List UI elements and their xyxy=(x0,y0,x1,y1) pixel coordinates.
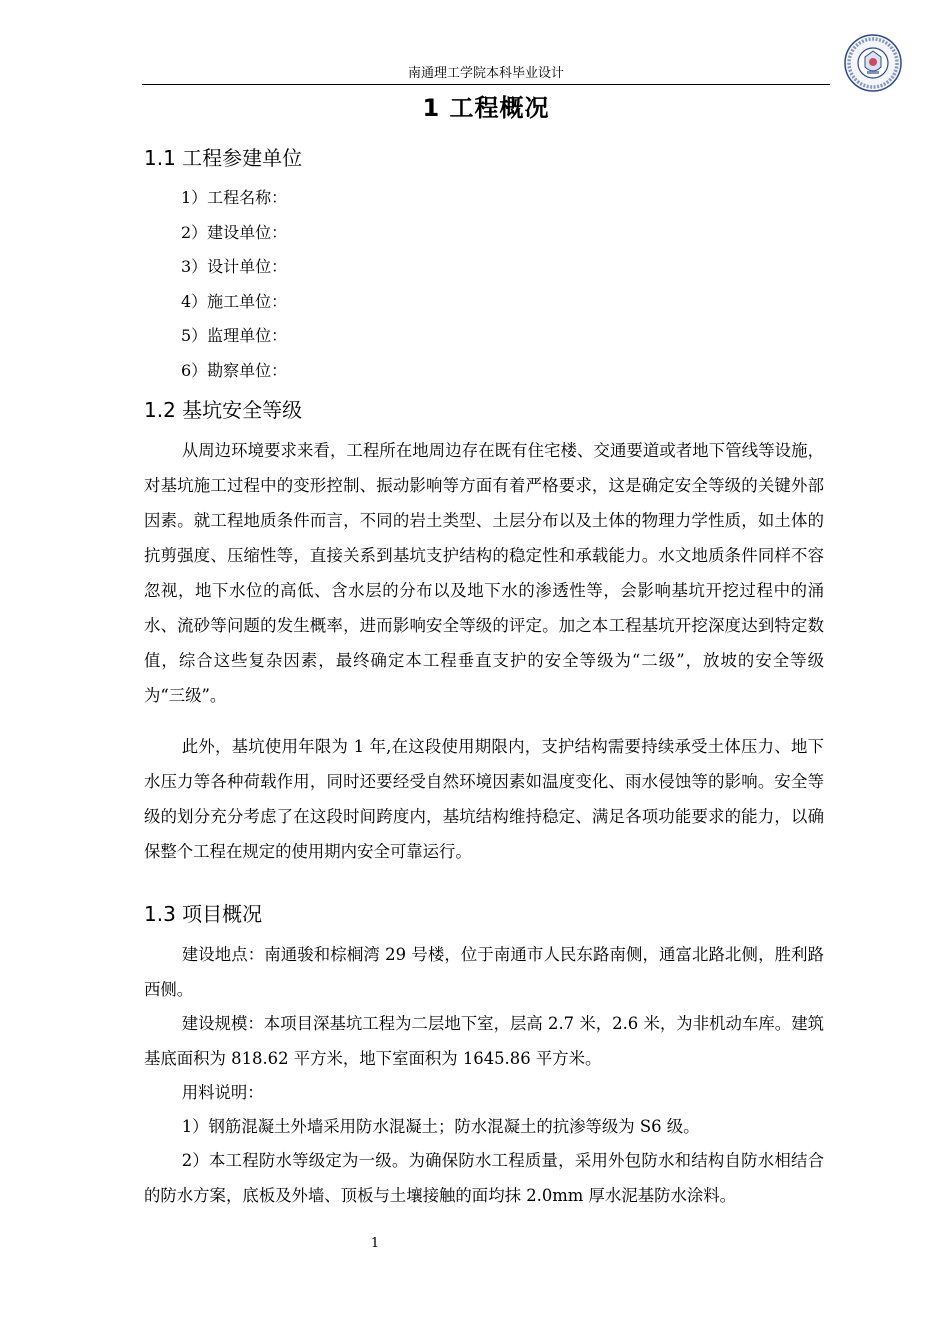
section-heading-1-2: 1.2 基坑安全等级 xyxy=(144,398,303,422)
list-item: 2）建设单位： xyxy=(181,222,288,242)
list-item: 1）工程名称： xyxy=(181,188,288,207)
list-item: 3）设计单位： xyxy=(181,257,288,276)
paragraph-material-2: 2）本工程防水等级定为一级。为确保防水工程质量，采用外包防水和结构自防水相结合的防水方案，底板及外墙、顶板与土壤接触的面均抹 2.0mm 厚水泥基防水涂料。 xyxy=(144,1151,824,1205)
paragraph-scale: 建设规模：本项目深基坑工程为二层地下室，层高 2.7 米，2.6 米，为非机动车库。建筑基底面积为 818.62 平方米，地下室面积为 1645.86 平方米。 xyxy=(144,1014,824,1068)
header-school-text: 南通理工学院本科毕业设计 xyxy=(407,66,564,81)
page-number: 1 xyxy=(370,1236,380,1251)
paragraph-safety-level: 从周边环境要求来看，工程所在地周边存在既有住宅楼、交通要道或者地下管线等设施，对基坑施工过程中的变形控制、振动影响等方面有着严格要求，这是确定安全等级的关键外部因素。就工程地质条件而言，不同的岩土类型、土层分布以及土体的物理力学性质，如土体的抗剪强度、压缩性等，直接关系到基坑支护结构的稳定性和承载能力。水文地质条件同样不容忽视，地下水位的高低、含水层的分布以及地下水的渗透性等，会影响基坑开挖过程中的涌水、流砂等问题的发生概率，进而影响安全等级的评定。加之本工程基坑开挖深度达到特定数值，综合这些复杂因素，最终确定本工程垂直支护的安全等级为“二级”，放坡的安全等级为“三级”。 xyxy=(144,441,824,705)
paragraph-location: 建设地点：南通骏和棕榈湾 29 号楼，位于南通市人民东路南侧，通富北路北侧，胜利路西侧。 xyxy=(144,945,824,999)
paragraph-service-life: 此外，基坑使用年限为 1 年,在这段使用期限内，支护结构需要持续承受土体压力、地下水压力等各种荷载作用，同时还要经受自然环境因素如温度变化、雨水侵蚀等的影响。安全等级的划分充分考虑了在这段时间跨度内，基坑结构维持稳定、满足各项功能要求的能力，以确保整个工程在规定的使用期内安全可靠运行。 xyxy=(144,737,824,861)
list-item: 5）监理单位： xyxy=(181,326,288,345)
chapter-title: 1 工程概况 xyxy=(422,94,550,122)
participant-units-list xyxy=(181,181,287,388)
paragraph-material-1: 1）钢筋混凝土外墙采用防水混凝土；防水混凝土的抗渗等级为 S6 级。 xyxy=(181,1117,700,1136)
list-item: 6）勘察单位： xyxy=(181,360,288,380)
university-seal-logo xyxy=(844,34,902,92)
list-item: 4）施工单位： xyxy=(181,291,288,311)
page-header xyxy=(142,64,830,85)
paragraph-materials-label: 用料说明： xyxy=(181,1083,264,1102)
section-heading-1-3: 1.3 项目概况 xyxy=(144,902,263,926)
section-heading-1-1: 1.1 工程参建单位 xyxy=(144,146,303,170)
